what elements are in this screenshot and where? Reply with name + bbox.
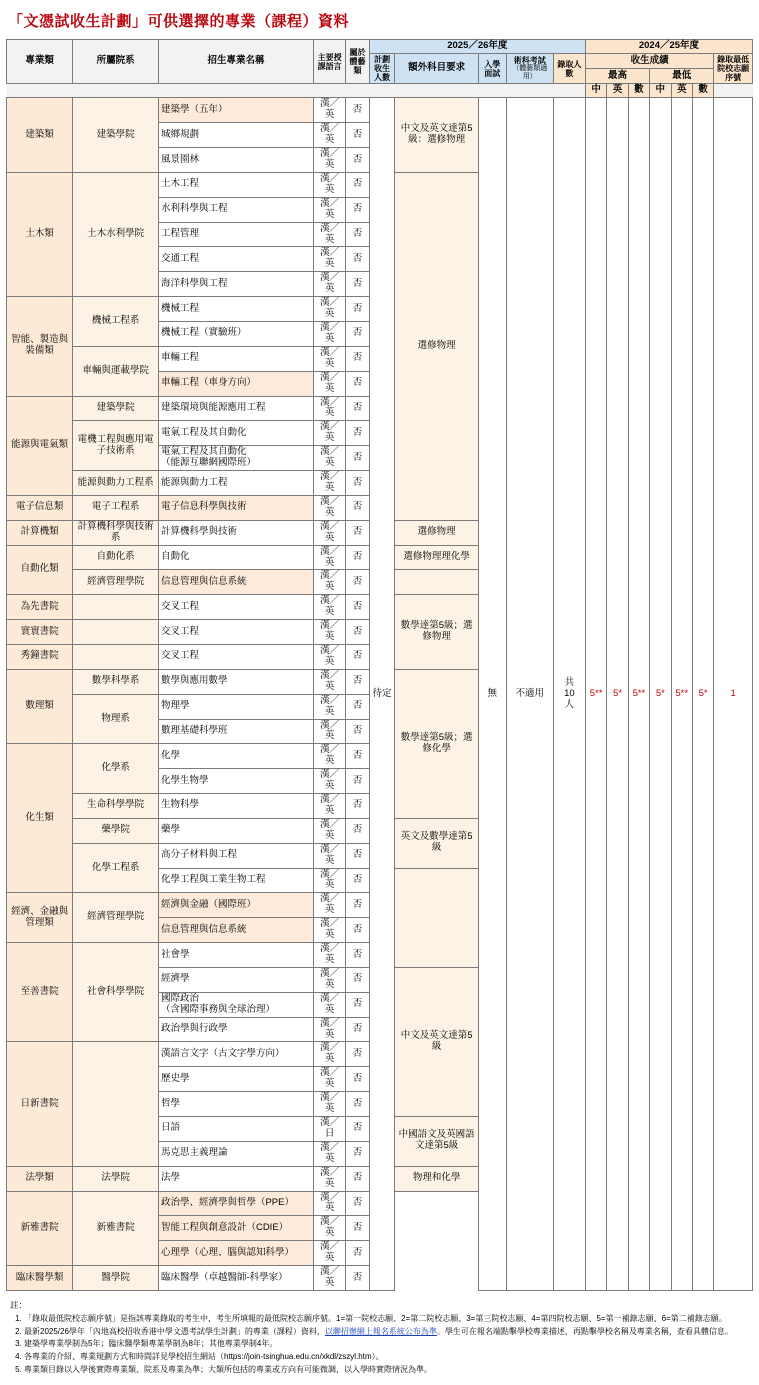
th-low-chi: 中 [650,84,671,98]
cell-low-chi: 5* [650,98,671,1291]
th-low-eng: 英 [671,84,692,98]
cell-language: 漢／英 [314,1141,346,1166]
cell-language: 漢／英 [314,620,346,645]
cell-faculty: 電子工程系 [73,495,159,520]
cell-arts: 否 [346,197,370,222]
cell-language: 漢／英 [314,421,346,446]
cell-language: 漢／英 [314,818,346,843]
cell-arts: 否 [346,769,370,794]
cell-language: 漢／英 [314,1241,346,1266]
th-plan: 計劃收生人數 [369,53,395,84]
cell-extra-requirement: 選修物理理化學 [395,545,478,570]
cell-arts: 否 [346,322,370,347]
cell-extra-requirement: 數學達第5級；選修化學 [395,669,478,818]
cell-high-math: 5** [628,98,649,1291]
cell-major: 風景園林 [158,148,313,173]
cell-language: 漢／英 [314,495,346,520]
cell-arts: 否 [346,396,370,421]
cell-extra-requirement: 英文及數學達第5級 [395,818,478,868]
cell-category: 化生類 [7,744,73,893]
cell-language: 漢／英 [314,98,346,123]
cell-language: 漢／英 [314,520,346,545]
cell-major: 國際政治 （含國際事務與全球治理） [158,992,313,1017]
table-row [7,98,753,123]
cell-faculty: 社會科學學院 [73,943,159,1042]
cell-major: 計算機科學與技術 [158,520,313,545]
cell-category: 寰寰書院 [7,620,73,645]
cell-category: 數理類 [7,669,73,744]
cell-arts: 否 [346,1117,370,1142]
cell-major: 化學工程與工業生物工程 [158,868,313,893]
majors-table [6,39,753,1291]
footnote-item: 3. 建築學專業學制為5年；臨床醫學類專業學制為8年；其他專業學制4年。 [24,1338,749,1350]
cell-major: 政治學、經濟學與哲學（PPE） [158,1191,313,1216]
cell-arts: 否 [346,1266,370,1291]
cell-category: 土木類 [7,172,73,296]
cell-category: 計算機類 [7,520,73,545]
cell-category: 建築類 [7,98,73,173]
cell-category: 秀鐘書院 [7,644,73,669]
cell-arts: 否 [346,297,370,322]
cell-arts: 否 [346,1216,370,1241]
cell-arts: 否 [346,818,370,843]
cell-faculty: 化學工程系 [73,843,159,893]
th-skill-sub: （體藝類適用） [512,65,548,81]
th-interview: 入學面試 [478,53,506,84]
cell-major: 交叉工程 [158,644,313,669]
cell-major: 土木工程 [158,172,313,197]
cell-arts: 否 [346,1141,370,1166]
cell-arts: 否 [346,943,370,968]
cell-category: 經濟、金融與管理類 [7,893,73,943]
cell-language: 漢／英 [314,868,346,893]
th-skill-main: 術科考試 [513,56,546,66]
cell-extra-requirement: 物理和化學 [395,1166,478,1191]
cell-admitted: 共 10 人 [553,98,585,1291]
cell-faculty [73,620,159,645]
cell-major: 水利科學與工程 [158,197,313,222]
cell-arts: 否 [346,471,370,496]
cell-major: 車輛工程 [158,346,313,371]
cell-arts: 否 [346,595,370,620]
cell-faculty: 經濟管理學院 [73,893,159,943]
footnote-item: 1. 「錄取最低院校志願序號」是指該專業錄取的考生中，考生所填報的最低院校志願序號。1=第一院校志願、2=第二院校志願、3=第三院校志願、4=第四院校志願、5=第一補錄志願、6=第二補錄志願。 [24,1313,749,1325]
cell-faculty: 藥學院 [73,818,159,843]
cell-faculty: 能源與動力工程系 [73,471,159,496]
footnote-link[interactable]: 以聯招辦網上報名系統公布為準 [324,1326,437,1336]
page-title: 「文憑試收生計劃」可供選擇的專業（課程）資料 [8,13,350,30]
cell-major: 馬克思主義理論 [158,1141,313,1166]
cell-category: 智能、製造與裝備類 [7,297,73,396]
cell-language: 漢／英 [314,545,346,570]
cell-language: 漢／英 [314,769,346,794]
cell-faculty [73,1042,159,1166]
cell-faculty: 化學系 [73,744,159,794]
cell-extra-requirement: 選修物理 [395,172,478,520]
cell-major: 化學生物學 [158,769,313,794]
cell-major: 數理基礎科學班 [158,719,313,744]
cell-faculty: 計算機科學與技術系 [73,520,159,545]
cell-arts: 否 [346,247,370,272]
cell-major: 機械工程 [158,297,313,322]
footnote-item: 5. 專業類目錄以入學後實際專業類、院系及專業為準；大類所包括的專業或方向有可能微調，以入學時實際情況為準。 [24,1364,749,1376]
cell-arts: 否 [346,495,370,520]
cell-extra-requirement [395,570,478,595]
cell-major: 車輛工程（車身方向） [158,371,313,396]
cell-arts: 否 [346,868,370,893]
cell-major: 建築學（五年） [158,98,313,123]
cell-language: 漢／英 [314,148,346,173]
cell-arts: 否 [346,272,370,297]
cell-high-chi: 5** [585,98,606,1291]
cell-language: 漢／英 [314,371,346,396]
cell-major: 物理學 [158,694,313,719]
cell-arts: 否 [346,1191,370,1216]
cell-language: 漢／日 [314,1117,346,1142]
th-major: 招生專業名稱 [158,40,313,84]
cell-arts: 否 [346,446,370,471]
cell-language: 漢／英 [314,669,346,694]
cell-major: 海洋科學與工程 [158,272,313,297]
cell-language: 漢／英 [314,967,346,992]
th-admitted: 錄取人數 [553,53,585,84]
cell-major: 藥學 [158,818,313,843]
cell-category: 新雅書院 [7,1191,73,1266]
cell-major: 歷史學 [158,1067,313,1092]
cell-arts: 否 [346,694,370,719]
cell-major: 化學 [158,744,313,769]
cell-category: 日新書院 [7,1042,73,1166]
th-arts: 屬於體藝類 [346,40,370,84]
cell-major: 生物科學 [158,794,313,819]
cell-rank: 1 [714,98,753,1291]
cell-major: 日語 [158,1117,313,1142]
cell-arts: 否 [346,520,370,545]
cell-language: 漢／英 [314,943,346,968]
th-low: 最低 [650,69,714,84]
cell-faculty: 物理系 [73,694,159,744]
cell-category: 電子信息類 [7,495,73,520]
cell-language: 漢／英 [314,172,346,197]
cell-major: 交通工程 [158,247,313,272]
cell-language: 漢／英 [314,570,346,595]
cell-language: 漢／英 [314,893,346,918]
cell-language: 漢／英 [314,1092,346,1117]
cell-arts: 否 [346,794,370,819]
cell-arts: 否 [346,1017,370,1042]
cell-faculty [73,595,159,620]
cell-arts: 否 [346,222,370,247]
cell-extra-requirement: 中國語文及英國語文達第5級 [395,1117,478,1167]
cell-language: 漢／英 [314,1216,346,1241]
cell-language: 漢／英 [314,197,346,222]
cell-major: 臨床醫學（卓越醫師-科學家） [158,1266,313,1291]
cell-arts: 否 [346,644,370,669]
cell-category: 自動化類 [7,545,73,595]
footnotes-list [10,1313,749,1375]
cell-language: 漢／英 [314,843,346,868]
th-skill [506,53,553,84]
cell-major: 電子信息科學與技術 [158,495,313,520]
cell-faculty [73,644,159,669]
cell-language: 漢／英 [314,1017,346,1042]
cell-arts: 否 [346,570,370,595]
cell-language: 漢／英 [314,247,346,272]
cell-high-eng: 5* [607,98,628,1291]
table-body [7,98,753,1291]
cell-language: 漢／英 [314,396,346,421]
cell-arts: 否 [346,1092,370,1117]
cell-faculty: 法學院 [73,1166,159,1191]
cell-arts: 否 [346,992,370,1017]
cell-faculty: 新雅書院 [73,1191,159,1266]
cell-major: 交叉工程 [158,620,313,645]
cell-category: 臨床醫學類 [7,1266,73,1291]
cell-major: 電氣工程及其自動化 （能源互聯網國際班） [158,446,313,471]
cell-arts: 否 [346,1067,370,1092]
cell-extra-requirement: 數學達第5級；選修物理 [395,595,478,670]
th-group-2024: 2024／25年度 [585,40,752,54]
footnote-item: 2. 最新2025/26學年「內地高校招收香港中學文憑考試學生計劃」的專業（課程）資料，以聯招辦網上報名系統公布為準。學生可在報名端點擊學校專業描述，再點擊學校名稱及專業名稱，查看具體信息。 [24,1326,749,1338]
cell-language: 漢／英 [314,123,346,148]
cell-arts: 否 [346,371,370,396]
cell-major: 智能工程與創意設計（CDIE） [158,1216,313,1241]
cell-language: 漢／英 [314,992,346,1017]
cell-major: 城鄉規劃 [158,123,313,148]
cell-major: 能源與動力工程 [158,471,313,496]
cell-major: 工程管理 [158,222,313,247]
cell-major: 交叉工程 [158,595,313,620]
cell-faculty: 土木水利學院 [73,172,159,296]
cell-major: 漢語言文字（古文字學方向） [158,1042,313,1067]
cell-faculty: 機械工程系 [73,297,159,347]
cell-major: 心理學（心理、腦與認知科學） [158,1241,313,1266]
cell-faculty: 電機工程與應用電子技術系 [73,421,159,471]
cell-major: 政治學與行政學 [158,1017,313,1042]
cell-extra-requirement: 選修物理 [395,520,478,545]
cell-arts: 否 [346,620,370,645]
cell-language: 漢／英 [314,272,346,297]
cell-major: 信息管理與信息系統 [158,570,313,595]
cell-major: 機械工程（實驗班） [158,322,313,347]
th-group-scores: 收生成績 [585,53,713,68]
cell-language: 漢／英 [314,1191,346,1216]
cell-language: 漢／英 [314,694,346,719]
footnote-item: 4. 各專業的介紹、專業規劃方式和時間詳見學校招生網站（https://join-tsinghua.edu.cn/xkdl/zszyl.htm）。 [24,1351,749,1363]
cell-language: 漢／英 [314,322,346,347]
cell-major: 高分子材料與工程 [158,843,313,868]
cell-low-eng: 5** [671,98,692,1291]
cell-major: 經濟與金融（國際班） [158,893,313,918]
cell-arts: 否 [346,346,370,371]
cell-major: 社會學 [158,943,313,968]
cell-language: 漢／英 [314,595,346,620]
cell-category: 至善書院 [7,943,73,1042]
cell-arts: 否 [346,98,370,123]
cell-category: 法學類 [7,1166,73,1191]
cell-interview: 無 [478,98,506,1291]
cell-faculty: 經濟管理學院 [73,570,159,595]
cell-major: 哲學 [158,1092,313,1117]
cell-faculty: 數學科學系 [73,669,159,694]
th-high: 最高 [585,69,649,84]
th-extra: 額外科目要求 [395,53,478,84]
footnotes [10,1299,749,1375]
cell-arts: 否 [346,719,370,744]
cell-arts: 否 [346,172,370,197]
cell-language: 漢／英 [314,446,346,471]
cell-language: 漢／英 [314,1042,346,1067]
cell-language: 漢／英 [314,1166,346,1191]
cell-major: 數學與應用數學 [158,669,313,694]
cell-arts: 否 [346,421,370,446]
cell-extra-requirement [395,868,478,967]
cell-arts: 否 [346,1166,370,1191]
cell-language: 漢／英 [314,471,346,496]
cell-major: 自動化 [158,545,313,570]
cell-major: 電氣工程及其自動化 [158,421,313,446]
cell-language: 漢／英 [314,794,346,819]
cell-language: 漢／英 [314,297,346,322]
cell-arts: 否 [346,148,370,173]
cell-language: 漢／英 [314,719,346,744]
cell-arts: 否 [346,918,370,943]
th-low-math: 數 [692,84,713,98]
cell-major: 經濟學 [158,967,313,992]
th-language: 主要授課語言 [314,40,346,84]
cell-faculty: 建築學院 [73,396,159,421]
cell-faculty: 建築學院 [73,98,159,173]
cell-language: 漢／英 [314,346,346,371]
cell-category: 為先書院 [7,595,73,620]
cell-faculty: 醫學院 [73,1266,159,1291]
cell-extra-requirement: 中文及英文達第5級：選修物理 [395,98,478,173]
cell-arts: 否 [346,744,370,769]
cell-faculty: 車輛與運載學院 [73,346,159,396]
cell-major: 法學 [158,1166,313,1191]
th-high-math: 數 [628,84,649,98]
th-rank: 錄取最低院校志願序號 [714,53,753,84]
cell-arts: 否 [346,843,370,868]
cell-language: 漢／英 [314,1266,346,1291]
cell-arts: 否 [346,1042,370,1067]
cell-language: 漢／英 [314,1067,346,1092]
cell-arts: 否 [346,123,370,148]
cell-major: 建築環境與能源應用工程 [158,396,313,421]
cell-arts: 否 [346,893,370,918]
th-high-chi: 中 [585,84,606,98]
cell-language: 漢／英 [314,644,346,669]
footnotes-label: 註： [10,1299,28,1310]
th-faculty: 所屬院系 [73,40,159,84]
th-group-2025: 2025／26年度 [369,40,585,54]
cell-language: 漢／英 [314,222,346,247]
cell-major: 信息管理與信息系統 [158,918,313,943]
cell-faculty: 自動化系 [73,545,159,570]
cell-arts: 否 [346,967,370,992]
cell-language: 漢／英 [314,744,346,769]
cell-extra-requirement: 中文及英文達第5級 [395,967,478,1116]
cell-arts: 否 [346,1241,370,1266]
cell-plan: 待定 [369,98,395,1291]
cell-skill: 不適用 [506,98,553,1291]
cell-low-math: 5* [692,98,713,1291]
cell-language: 漢／英 [314,918,346,943]
th-category: 專業類 [7,40,73,84]
cell-arts: 否 [346,669,370,694]
th-high-eng: 英 [607,84,628,98]
cell-faculty: 生命科學學院 [73,794,159,819]
cell-category: 能源與電氣類 [7,396,73,495]
cell-arts: 否 [346,545,370,570]
